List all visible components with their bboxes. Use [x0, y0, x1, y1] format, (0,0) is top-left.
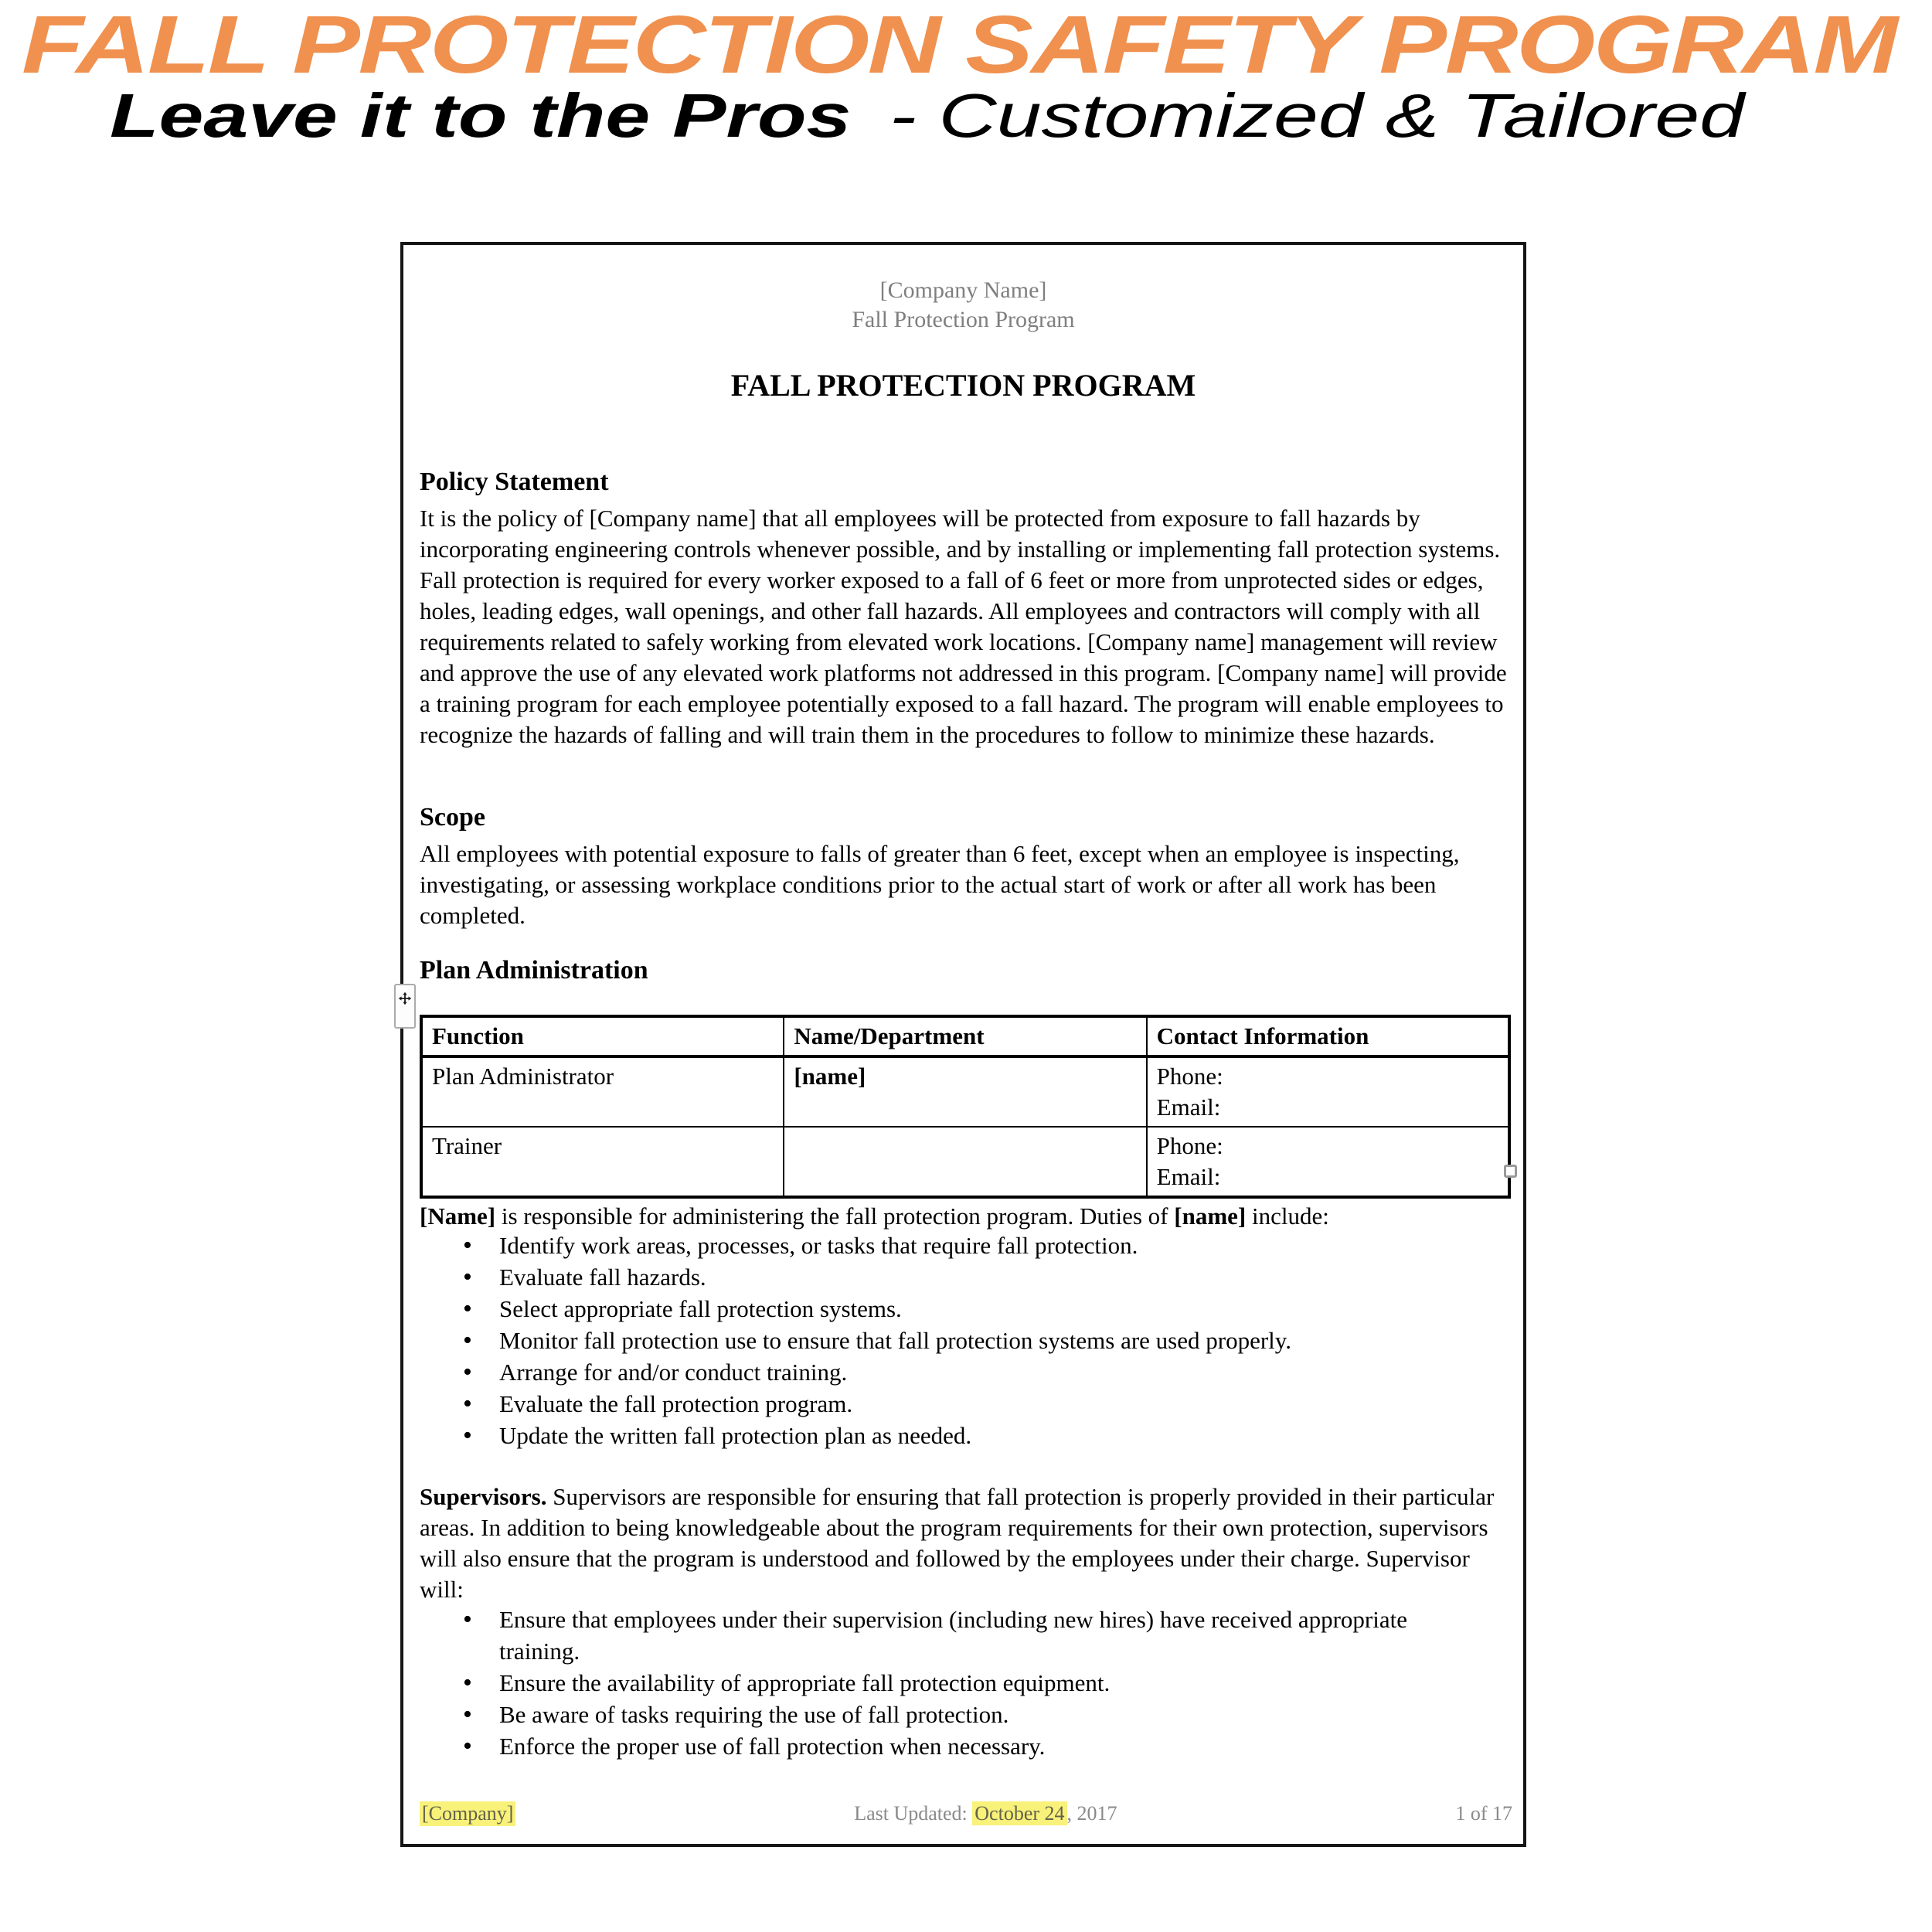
list-item: • Be aware of tasks requiring the use of fall protection. — [420, 1699, 1455, 1730]
list-item: • Identify work areas, processes, or tasks that require fall protection. — [420, 1230, 1486, 1261]
list-item: • Enforce the proper use of fall protection when necessary. — [420, 1730, 1455, 1762]
supervisors-lead: Supervisors. — [420, 1483, 547, 1510]
document-page — [400, 242, 1526, 1847]
administrator-duties-intro — [420, 1201, 1512, 1232]
footer-company-placeholder: [Company] — [420, 1801, 515, 1826]
last-updated-date-highlight: October 24 — [972, 1801, 1066, 1825]
table-row — [421, 1056, 1509, 1127]
list-item: • Arrange for and/or conduct training. — [420, 1356, 1486, 1388]
table-move-handle[interactable] — [394, 984, 416, 1029]
banner-title: FALL PROTECTION SAFETY PROGRAM — [22, 0, 1896, 90]
document-header — [403, 276, 1523, 335]
cell-function: Plan Administrator — [421, 1056, 784, 1127]
column-header-contact-information: Contact Information — [1147, 1016, 1509, 1056]
scope-paragraph: All employees with potential exposure to falls of greater than 6 feet, except when an employee is inspecting, investigating, or assessing workplace conditions prior to the actual start of work or after all work has been completed. — [420, 840, 1460, 929]
name-placeholder: [Name] — [420, 1202, 496, 1230]
move-arrows-icon — [398, 992, 412, 1009]
last-updated-prefix: Last Updated: — [854, 1802, 973, 1825]
company-name-placeholder: [Company Name] — [879, 277, 1047, 303]
cell-contact — [1147, 1127, 1509, 1197]
column-header-name-department: Name/Department — [784, 1016, 1146, 1056]
banner-subtitle-light: - Customized & Tailored — [889, 81, 1745, 150]
list-item: • Monitor fall protection use to ensure that fall protection systems are used properly. — [420, 1325, 1486, 1356]
last-updated-suffix: , 2017 — [1066, 1802, 1117, 1825]
list-item: • Evaluate the fall protection program. — [420, 1388, 1486, 1420]
intro-text: is responsible for administering the fall protection program. Duties of — [495, 1202, 1175, 1230]
list-item: • Evaluate fall hazards. — [420, 1261, 1486, 1293]
intro-text: include: — [1246, 1202, 1329, 1230]
email-label: Email: — [1156, 1163, 1221, 1190]
supervisors-body: Supervisors are responsible for ensuring that fall protection is properly provided in their particular areas. In addition to being knowledgeable about the program requirements for their own protection, supervisors will also ensure that the program is understood and followed by the employees under their charge. Supervisor will: — [420, 1483, 1495, 1603]
phone-label: Phone: — [1156, 1132, 1223, 1159]
list-item: • Ensure that employees under their supervision (including new hires) have received appropriate training. — [420, 1604, 1455, 1667]
cell-name-placeholder: [name] — [784, 1056, 1146, 1127]
administrator-duties-list — [420, 1230, 1486, 1451]
policy-statement-paragraph: It is the policy of [Company name] that all employees will be protected from exposure to fall hazards by incorporating engineering controls whenever possible, and by installing or implementing fall protection systems. Fall protection is required for every worker exposed to a fall of 6 feet or more from unprotected sides or edges, holes, leading edges, wall openings, and other fall hazards. All employees and contractors will comply with all requirements related to safely working from elevated work locations. [Company name] management will review and approve the use of any elevated work platforms not addressed in this program. [Company name] will provide a training program for each employee potentially exposed to a fall hazard. The program will enable employees to recognize the hazards of falling and will train them in the procedures to follow to minimize these hazards. — [420, 505, 1507, 748]
table-header-row — [421, 1016, 1509, 1056]
table-row — [421, 1127, 1509, 1197]
banner-subtitle — [110, 80, 1744, 151]
document-header-subtitle: Fall Protection Program — [852, 307, 1075, 332]
supervisors-paragraph — [420, 1481, 1512, 1605]
plan-administration-table — [420, 1015, 1511, 1199]
phone-label: Phone: — [1156, 1063, 1223, 1090]
plan-administration-heading: Plan Administration — [420, 956, 648, 985]
cell-name-empty — [784, 1127, 1146, 1197]
list-item: • Select appropriate fall protection systems. — [420, 1293, 1486, 1325]
table-resize-handle[interactable] — [1504, 1165, 1517, 1178]
supervisors-duties-list — [420, 1604, 1455, 1762]
column-header-function: Function — [421, 1016, 784, 1056]
list-item: • Update the written fall protection plan as needed. — [420, 1420, 1486, 1451]
document-title: FALL PROTECTION PROGRAM — [730, 368, 1196, 403]
policy-statement-heading: Policy Statement — [420, 468, 609, 496]
list-item: • Ensure the availability of appropriate fall protection equipment. — [420, 1667, 1455, 1699]
scope-heading: Scope — [420, 803, 485, 832]
cell-contact — [1147, 1056, 1509, 1127]
name-placeholder: [name] — [1174, 1202, 1247, 1230]
footer-last-updated — [854, 1802, 1117, 1825]
banner-subtitle-bold: Leave it to the Pros — [110, 81, 852, 150]
document-footer — [420, 1801, 1512, 1826]
page-number: 1 of 17 — [1455, 1802, 1512, 1825]
cell-function: Trainer — [421, 1127, 784, 1197]
email-label: Email: — [1156, 1094, 1221, 1121]
